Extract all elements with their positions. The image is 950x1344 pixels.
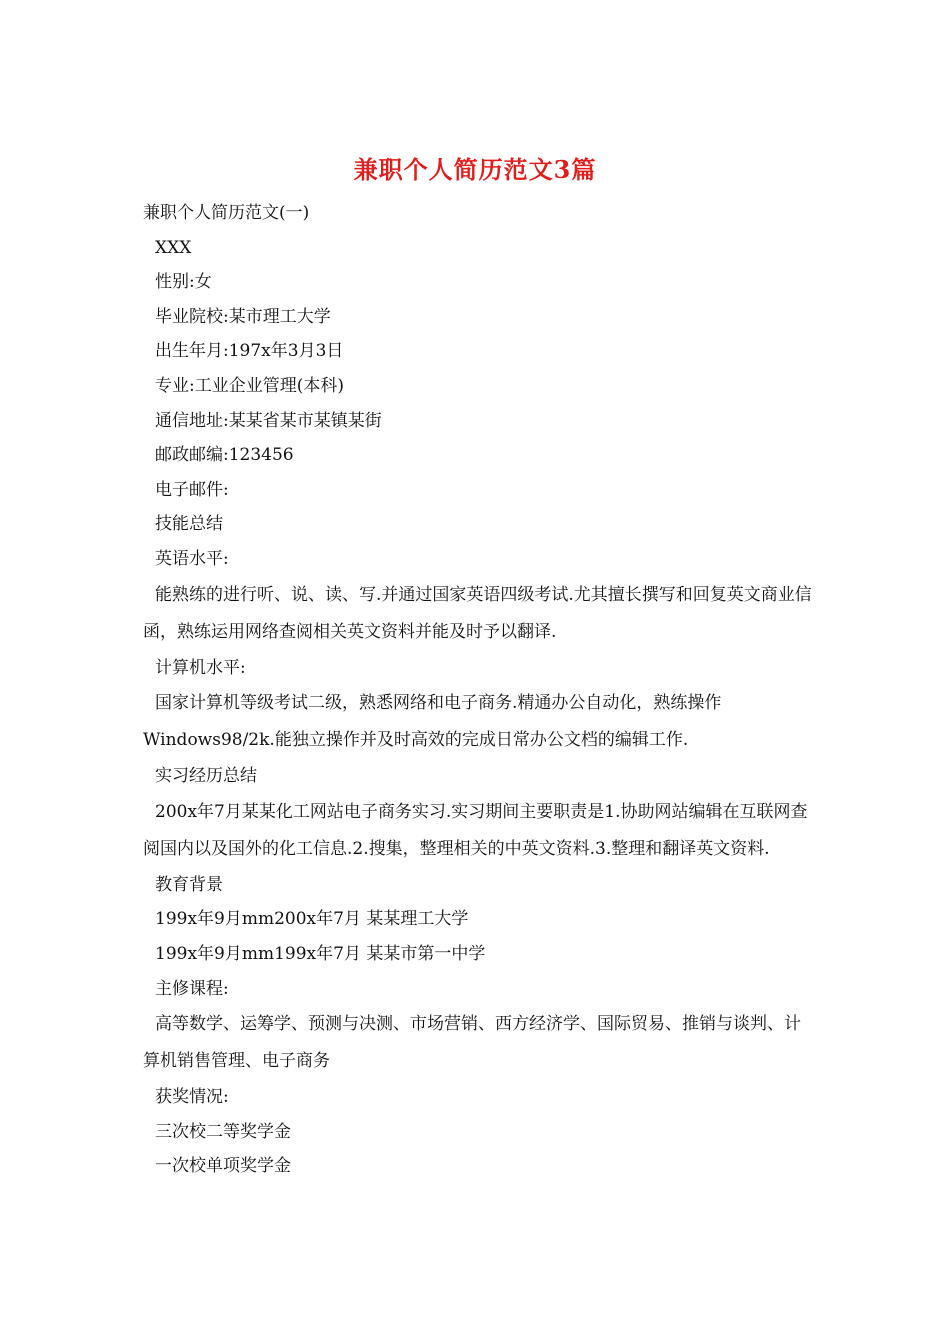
address-line: 通信地址:某某省某市某镇某街 [155,410,382,431]
education-heading: 教育背景 [155,874,223,895]
english-paragraph: 能熟练的进行听、说、读、写.并通过国家英语四级考试.尤其擅长撰写和回复英文商业信函，熟练运用网络查阅相关英文资料并能及时予以翻译. [143,584,812,642]
english-heading: 英语水平: [155,548,229,569]
award-item: 一次校单项奖学金 [155,1156,291,1177]
skills-heading: 技能总结 [155,514,223,535]
education-item: 199x年9月mm200x年7月 某某理工大学 [155,909,469,930]
internship-heading: 实习经历总结 [155,766,257,787]
computer-heading: 计算机水平: [155,657,246,678]
birth-line: 出生年月:197x年3月3日 [155,341,344,362]
education-item: 199x年9月mm199x年7月 某某市第一中学 [155,943,486,964]
name-line: XXX [155,237,192,258]
courses-heading: 主修课程: [155,978,229,999]
awards-heading: 获奖情况: [155,1087,229,1108]
section-heading: 兼职个人简历范文(一) [143,203,310,223]
document-body [143,196,813,1184]
postcode-line: 邮政邮编:123456 [155,445,294,466]
school-line: 毕业院校:某市理工大学 [155,306,331,327]
gender-line: 性别:女 [155,272,212,293]
computer-paragraph: 国家计算机等级考试二级，熟悉网络和电子商务.精通办公自动化，熟练操作Windows98/2k.能独立操作并及时高效的完成日常办公文档的编辑工作. [143,693,722,751]
document-title: 兼职个人简历范文3篇 [353,155,597,184]
major-line: 专业:工业企业管理(本科) [155,375,344,396]
courses-paragraph: 高等数学、运筹学、预测与决测、市场营销、西方经济学、国际贸易、推销与谈判、计算机销售管理、电子商务 [143,1014,801,1072]
email-line: 电子邮件: [155,479,229,500]
internship-paragraph: 200x年7月某某化工网站电子商务实习.实习期间主要职责是1.协助网站编辑在互联网查阅国内以及国外的化工信息.2.搜集，整理相关的中英文资料.3.整理和翻译英文资料. [143,801,808,859]
award-item: 三次校二等奖学金 [155,1121,291,1142]
